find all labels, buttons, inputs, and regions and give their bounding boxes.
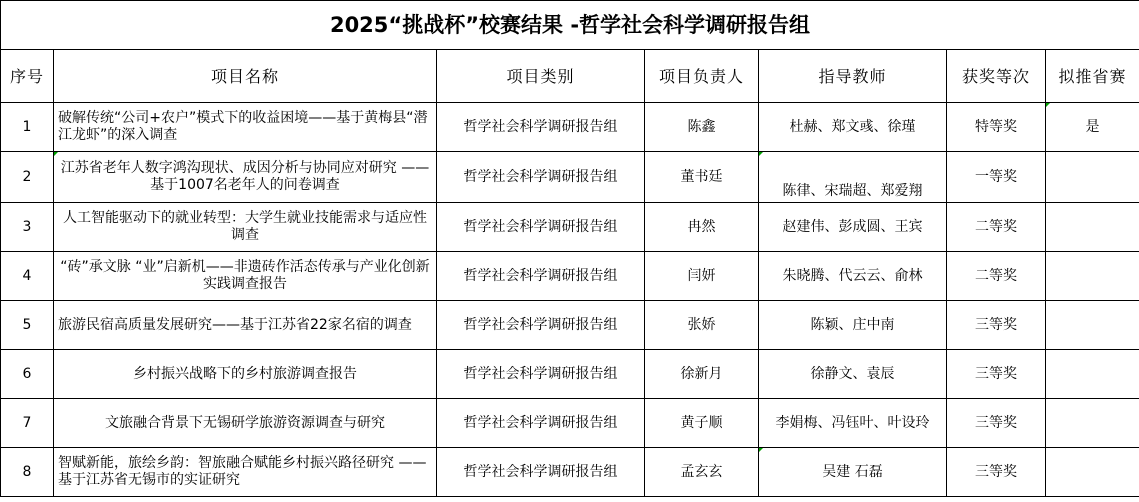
project-name: 旅游民宿高质量发展研究——基于江苏省22家名宿的调查 bbox=[54, 301, 437, 350]
advisors: 陈颖、庄中南 bbox=[759, 301, 947, 350]
award-level: 三等奖 bbox=[947, 350, 1046, 399]
advisors bbox=[759, 152, 947, 203]
comment-marker-icon bbox=[54, 152, 58, 156]
project-leader: 董书廷 bbox=[645, 152, 759, 203]
header-cell: 项目类别 bbox=[437, 50, 645, 103]
project-name: 文旅融合背景下无锡研学旅游资源调查与研究 bbox=[54, 399, 437, 448]
project-leader: 张娇 bbox=[645, 301, 759, 350]
project-name: “砖”承文脉 “业”启新机——非遗砖作活态传承与产业化创新实践调查报告 bbox=[54, 252, 437, 301]
project-name: 破解传统“公司+农户”模式下的收益困境——基于黄梅县“潜江龙虾”的深入调查 bbox=[54, 103, 437, 152]
header-row bbox=[1, 50, 1139, 103]
project-name: 人工智能驱动下的就业转型：大学生就业技能需求与适应性调查 bbox=[54, 203, 437, 252]
project-category: 哲学社会科学调研报告组 bbox=[437, 301, 645, 350]
award-level: 二等奖 bbox=[947, 252, 1046, 301]
header-cell: 序号 bbox=[1, 50, 54, 103]
province-recommend bbox=[1046, 252, 1139, 301]
project-category: 哲学社会科学调研报告组 bbox=[437, 103, 645, 152]
header-cell: 项目名称 bbox=[54, 50, 437, 103]
table-row bbox=[1, 350, 1139, 399]
header-cell: 项目负责人 bbox=[645, 50, 759, 103]
row-number: 5 bbox=[1, 301, 54, 350]
row-number: 4 bbox=[1, 252, 54, 301]
advisors: 朱晓腾、代云云、俞林 bbox=[759, 252, 947, 301]
award-level: 三等奖 bbox=[947, 301, 1046, 350]
award-level: 三等奖 bbox=[947, 448, 1046, 497]
province-recommend bbox=[1046, 448, 1139, 497]
advisors: 赵建伟、彭成圆、王宾 bbox=[759, 203, 947, 252]
row-number: 7 bbox=[1, 399, 54, 448]
province-recommend bbox=[1046, 301, 1139, 350]
header-cell: 指导教师 bbox=[759, 50, 947, 103]
project-category: 哲学社会科学调研报告组 bbox=[437, 152, 645, 203]
table-row bbox=[1, 203, 1139, 252]
province-recommend bbox=[1046, 350, 1139, 399]
project-leader: 徐新月 bbox=[645, 350, 759, 399]
row-number: 2 bbox=[1, 152, 54, 203]
province-recommend bbox=[1046, 103, 1139, 152]
province-value: 是 bbox=[1085, 118, 1100, 135]
project-leader: 冉然 bbox=[645, 203, 759, 252]
advisors: 李娟梅、冯钰叶、叶设玲 bbox=[759, 399, 947, 448]
table-row bbox=[1, 252, 1139, 301]
project-name-text: 江苏省老年人数字鸿沟现状、成因分析与协同应对研究 ——基于1007名老年人的问卷调查 bbox=[60, 160, 430, 193]
page-title: 2025“挑战杯”校赛结果 -哲学社会科学调研报告组 bbox=[1, 1, 1139, 50]
project-category: 哲学社会科学调研报告组 bbox=[437, 448, 645, 497]
comment-marker-icon bbox=[1046, 103, 1050, 107]
comment-marker-icon bbox=[759, 152, 763, 156]
award-level: 二等奖 bbox=[947, 203, 1046, 252]
row-number: 3 bbox=[1, 203, 54, 252]
award-level: 一等奖 bbox=[947, 152, 1046, 203]
header-cell: 拟推省赛 bbox=[1046, 50, 1139, 103]
comment-marker-icon bbox=[759, 448, 763, 452]
project-leader: 孟玄玄 bbox=[645, 448, 759, 497]
award-level: 特等奖 bbox=[947, 103, 1046, 152]
table-row bbox=[1, 301, 1139, 350]
advisors bbox=[759, 448, 947, 497]
header-cell: 获奖等次 bbox=[947, 50, 1046, 103]
advisors-text: 陈律、宋瑞超、郑爱翔 bbox=[782, 183, 923, 199]
project-leader: 黄子顺 bbox=[645, 399, 759, 448]
table-row bbox=[1, 103, 1139, 152]
table-row bbox=[1, 399, 1139, 448]
table-row bbox=[1, 152, 1139, 203]
table-row bbox=[1, 448, 1139, 497]
project-name: 乡村振兴战略下的乡村旅游调查报告 bbox=[54, 350, 437, 399]
project-category: 哲学社会科学调研报告组 bbox=[437, 203, 645, 252]
row-number: 8 bbox=[1, 448, 54, 497]
advisors: 徐静文、袁辰 bbox=[759, 350, 947, 399]
project-category: 哲学社会科学调研报告组 bbox=[437, 252, 645, 301]
province-recommend bbox=[1046, 203, 1139, 252]
project-leader: 陈鑫 bbox=[645, 103, 759, 152]
project-name bbox=[54, 152, 437, 203]
advisors-text: 吴建 石磊 bbox=[822, 463, 883, 480]
row-number: 6 bbox=[1, 350, 54, 399]
province-recommend bbox=[1046, 399, 1139, 448]
project-name: 智赋新能，旅绘乡韵：智旅融合赋能乡村振兴路径研究 —— 基于江苏省无锡市的实证研究 bbox=[54, 448, 437, 497]
project-category: 哲学社会科学调研报告组 bbox=[437, 350, 645, 399]
project-leader: 闫妍 bbox=[645, 252, 759, 301]
award-level: 三等奖 bbox=[947, 399, 1046, 448]
project-category: 哲学社会科学调研报告组 bbox=[437, 399, 645, 448]
province-recommend bbox=[1046, 152, 1139, 203]
advisors: 杜赫、郑文彧、徐瑾 bbox=[759, 103, 947, 152]
row-number: 1 bbox=[1, 103, 54, 152]
